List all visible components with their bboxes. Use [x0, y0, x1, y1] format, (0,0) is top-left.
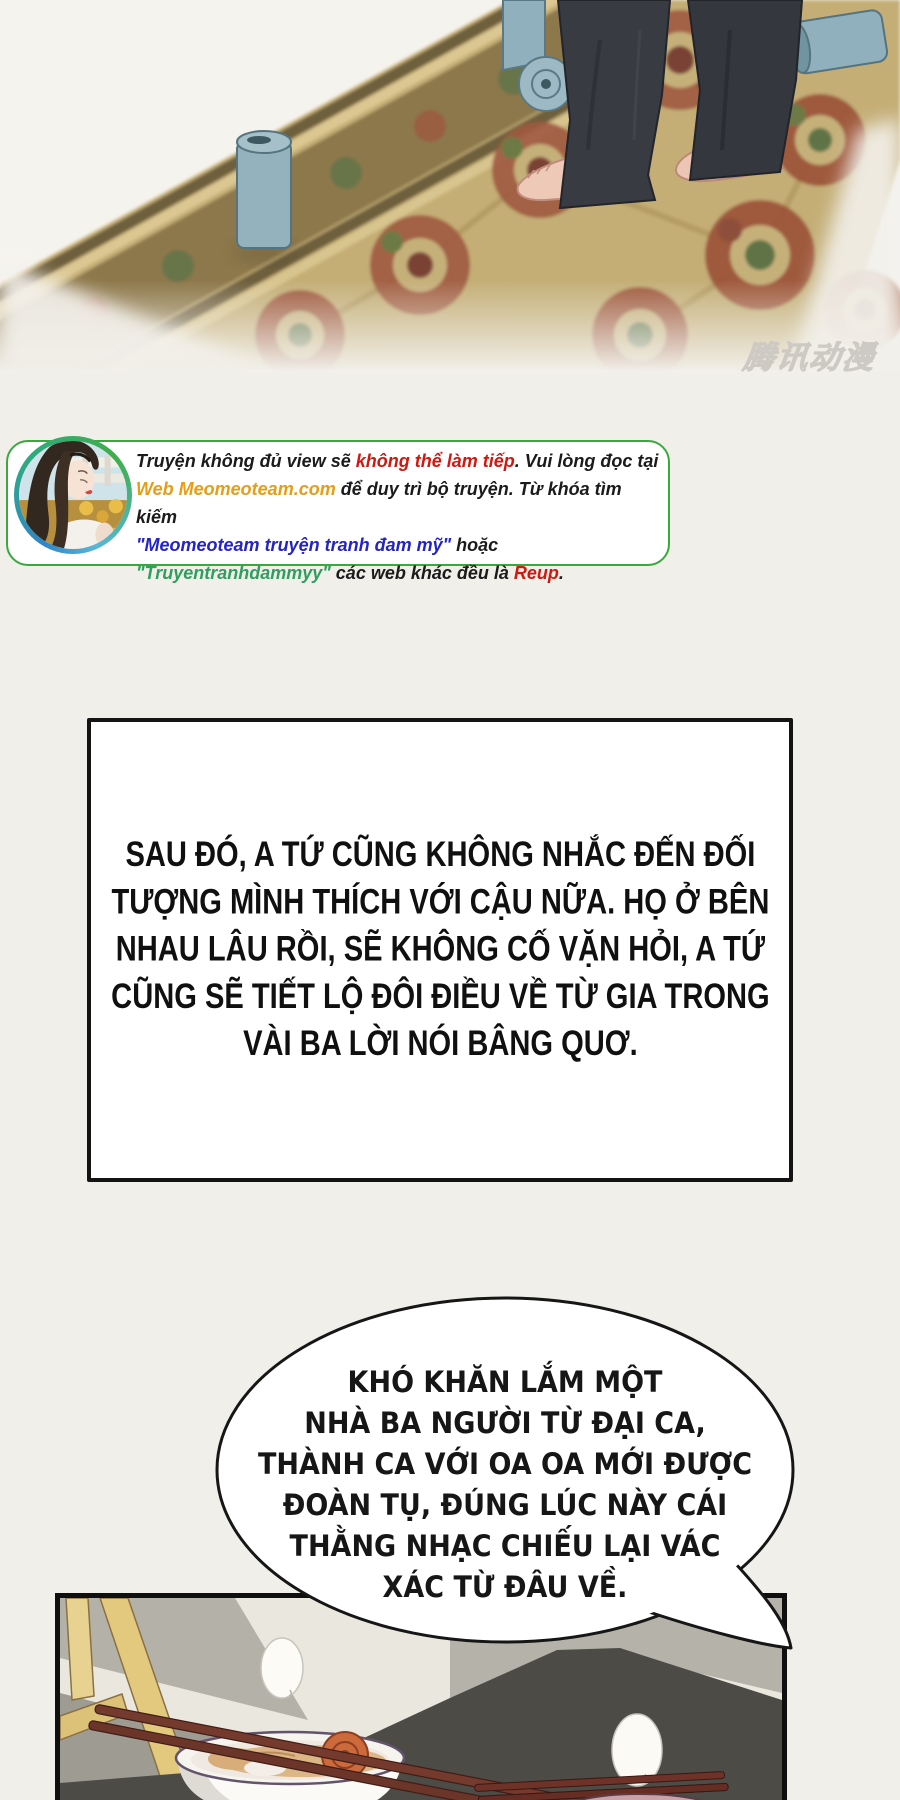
promo-text-plain: . — [558, 563, 564, 583]
promo-keyword-2: "Truyentranhdammyy" — [136, 563, 331, 583]
promo-text-plain: . Vui lòng đọc tại — [514, 451, 659, 471]
narration-box — [87, 718, 793, 1182]
bubble-line-4: ĐOÀN TỤ, ĐÚNG LÚC NÀY CÁI — [282, 1489, 728, 1523]
narration-line-1: SAU ĐÓ, A TỨ CŨNG KHÔNG NHẮC ĐẾN ĐỐI — [125, 835, 755, 875]
narration-text — [111, 832, 769, 1068]
narration-line-3: NHAU LÂU RỒI, SẼ KHÔNG CỐ VẶN HỎI, A TỨ — [115, 929, 765, 969]
promo-keyword-1: "Meomeoteam truyện tranh đam mỹ" — [136, 535, 452, 555]
promo-text-plain: Truyện không đủ view sẽ — [136, 451, 356, 471]
narration-line-4: CŨNG SẼ TIẾT LỘ ĐÔI ĐIỀU VỀ TỪ GIA TRONG — [110, 977, 770, 1017]
promo-line-4 — [136, 559, 664, 587]
narration-line-5: VÀI BA LỜI NÓI BÂNG QUƠ. — [242, 1024, 638, 1064]
promo-avatar — [14, 436, 132, 554]
promo-line-1 — [136, 447, 664, 475]
tencent-watermark: 腾讯动漫 — [741, 340, 878, 376]
promo-banner — [6, 440, 670, 583]
promo-text — [136, 447, 664, 587]
promo-line-2 — [136, 475, 664, 531]
promo-text-warning: không thể làm tiếp — [355, 451, 515, 471]
promo-text-plain: các web khác đều là — [330, 563, 514, 583]
bubble-line-3: THÀNH CA VỚI OA OA MỚI ĐƯỢC — [257, 1448, 753, 1482]
promo-text-plain: để duy trì bộ truyện. Từ khóa tìm kiếm — [136, 479, 627, 527]
foam-roller-standing — [232, 131, 296, 261]
promo-text-plain: hoặc — [451, 535, 499, 555]
promo-text-reup: Reup — [513, 563, 559, 583]
narration-line-2: TƯỢNG MÌNH THÍCH VỚI CẬU NỮA. HỌ Ở BÊN — [111, 882, 769, 922]
promo-line-3 — [136, 531, 664, 559]
speech-bubble-text — [255, 1363, 755, 1609]
carpet-scene — [0, 0, 900, 372]
promo-website-link: Web Meomeoteam.com — [136, 479, 336, 499]
bubble-line-5: THẰNG NHẠC CHIẾU LẠI VÁC — [289, 1530, 721, 1564]
bubble-line-6: XÁC TỪ ĐÂU VỀ. — [382, 1571, 628, 1605]
avatar-photo — [19, 441, 127, 549]
photo-panel — [0, 0, 900, 376]
bubble-line-1: KHÓ KHĂN LẮM MỘT — [347, 1366, 663, 1400]
bubble-line-2: NHÀ BA NGƯỜI TỪ ĐẠI CA, — [304, 1407, 706, 1441]
